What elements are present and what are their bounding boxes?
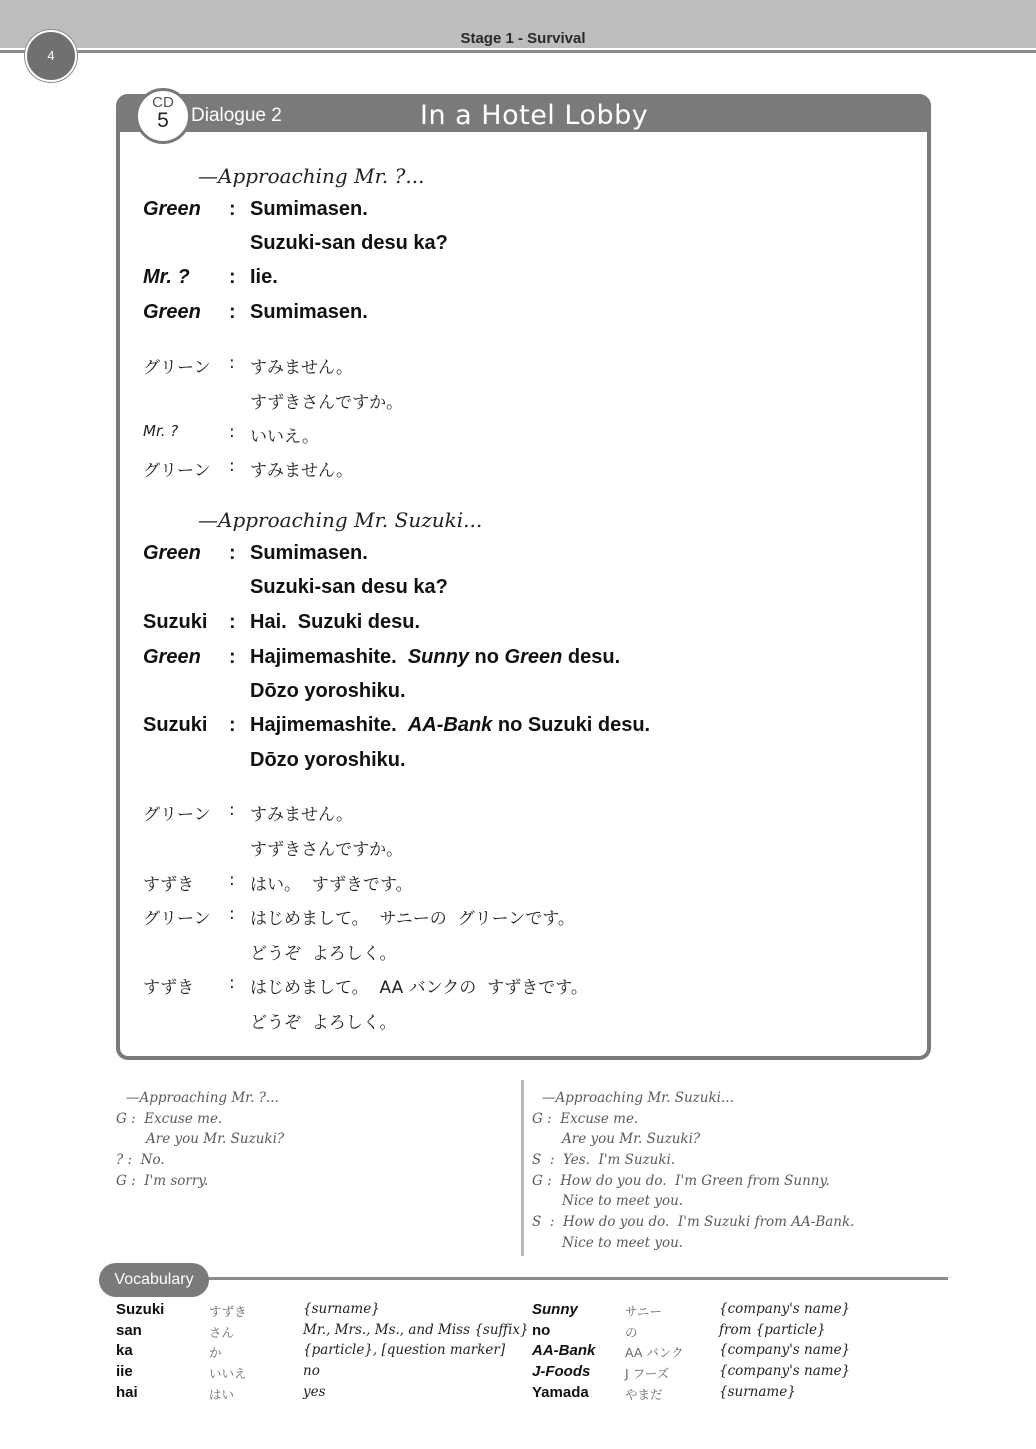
dialogue-line bbox=[0, 232, 1036, 262]
vocab-kana: の bbox=[625, 1325, 638, 1340]
line-text: はい。 すずきです。 bbox=[250, 875, 413, 895]
vocab-meaning: {surname} bbox=[719, 1384, 796, 1400]
kana-line bbox=[0, 800, 1036, 830]
vocab-meaning: {surname} bbox=[303, 1301, 380, 1317]
vocab-word: no bbox=[532, 1322, 551, 1339]
speaker: グリーン bbox=[143, 461, 211, 481]
vocab-meaning: yes bbox=[303, 1384, 326, 1400]
colon: : bbox=[229, 198, 236, 220]
dialogue-line bbox=[0, 611, 1036, 641]
speaker: Suzuki bbox=[143, 611, 208, 633]
line-text: どうぞ よろしく。 bbox=[250, 1013, 397, 1033]
speaker: Green bbox=[143, 542, 201, 564]
speaker: グリーン bbox=[143, 805, 211, 825]
dialogue-line bbox=[0, 198, 1036, 228]
cd-track-badge bbox=[135, 88, 191, 144]
translation-line: S : Yes. I'm Suzuki. bbox=[532, 1152, 676, 1168]
line-text: はじめまして。 AA バンクの すずきです。 bbox=[250, 978, 588, 998]
line-text: はじめまして。 サニーの グリーンです。 bbox=[250, 909, 575, 929]
speaker: Green bbox=[143, 646, 201, 668]
colon: : bbox=[229, 266, 236, 288]
vocab-word: AA-Bank bbox=[532, 1342, 596, 1359]
colon: : bbox=[229, 456, 235, 476]
kana-line bbox=[0, 939, 1036, 969]
translation-divider bbox=[521, 1080, 524, 1256]
line-text: Sumimasen. bbox=[250, 542, 368, 564]
vocab-word: Sunny bbox=[532, 1301, 578, 1318]
dialogue-line bbox=[0, 576, 1036, 606]
vocab-meaning: {company's name} bbox=[719, 1363, 851, 1379]
dialogue-line bbox=[0, 646, 1036, 676]
translation-line: G : Excuse me. bbox=[116, 1111, 223, 1127]
kana-line bbox=[0, 422, 1036, 452]
vocab-meaning: Mr., Mrs., Ms., and Miss {suffix} bbox=[303, 1322, 529, 1338]
vocab-kana: サニー bbox=[625, 1304, 663, 1319]
speaker: すずき bbox=[143, 875, 195, 895]
vocab-kana: か bbox=[209, 1345, 222, 1360]
line-text: Sumimasen. bbox=[250, 198, 368, 220]
translation-line: Nice to meet you. bbox=[532, 1193, 684, 1209]
kana-line bbox=[0, 1008, 1036, 1038]
dialogue-line bbox=[0, 301, 1036, 331]
translation-line: G : I'm sorry. bbox=[116, 1173, 209, 1189]
vocab-meaning: {particle}, [question marker] bbox=[303, 1342, 506, 1358]
translation-line: ? : No. bbox=[116, 1152, 165, 1168]
colon: : bbox=[229, 353, 235, 373]
scene-note: —Approaching Mr. ?... bbox=[198, 164, 425, 188]
colon: : bbox=[229, 800, 235, 820]
vocab-meaning: {company's name} bbox=[719, 1342, 851, 1358]
line-text: すずきさんですか。 bbox=[250, 840, 404, 860]
vocab-kana: やまだ bbox=[625, 1387, 663, 1402]
dialogue-label: Dialogue 2 bbox=[191, 105, 282, 126]
dialogue-line bbox=[0, 680, 1036, 710]
translation-line: —Approaching Mr. ?... bbox=[126, 1090, 279, 1106]
vocab-kana: さん bbox=[209, 1325, 235, 1340]
line-part: Hajimemashite. bbox=[250, 714, 408, 736]
vocab-word: hai bbox=[116, 1384, 138, 1401]
dialogue-line bbox=[0, 542, 1036, 572]
line-text: どうぞ よろしく。 bbox=[250, 944, 397, 964]
line-text: すずきさんですか。 bbox=[250, 393, 404, 413]
dialogue-line bbox=[0, 714, 1036, 744]
scene-note: —Approaching Mr. Suzuki... bbox=[198, 508, 483, 532]
colon: : bbox=[229, 904, 235, 924]
line-text: Hai. Suzuki desu. bbox=[250, 611, 421, 633]
speaker: Green bbox=[143, 198, 201, 220]
vocab-kana: J フーズ bbox=[625, 1366, 670, 1381]
line-text bbox=[250, 646, 620, 669]
vocab-word: ka bbox=[116, 1342, 133, 1359]
line-text: すみません。 bbox=[250, 461, 354, 481]
colon: : bbox=[229, 542, 236, 564]
vocabulary-rule bbox=[205, 1277, 948, 1280]
translation-line: Are you Mr. Suzuki? bbox=[532, 1131, 701, 1147]
line-part: no bbox=[468, 646, 505, 668]
kana-line bbox=[0, 456, 1036, 486]
person-name: Green bbox=[504, 646, 563, 668]
line-text: Sumimasen. bbox=[250, 301, 368, 323]
colon: : bbox=[229, 973, 235, 993]
speaker: グリーン bbox=[143, 909, 211, 929]
line-text: Iie. bbox=[250, 266, 278, 288]
vocab-meaning: from {particle} bbox=[719, 1322, 826, 1338]
kana-line bbox=[0, 835, 1036, 865]
vocab-kana: AA バンク bbox=[625, 1345, 684, 1360]
speaker: Suzuki bbox=[143, 714, 208, 736]
colon: : bbox=[229, 714, 236, 736]
line-text: Dōzo yoroshiku. bbox=[250, 680, 406, 702]
line-part: desu. bbox=[562, 646, 621, 668]
page-number: 4 bbox=[25, 30, 77, 82]
translation-line: Nice to meet you. bbox=[532, 1235, 684, 1251]
translation-line: Are you Mr. Suzuki? bbox=[116, 1131, 285, 1147]
line-text: Suzuki-san desu ka? bbox=[250, 576, 448, 598]
vocab-word: J-Foods bbox=[532, 1363, 591, 1380]
colon: : bbox=[229, 422, 235, 442]
kana-line bbox=[0, 973, 1036, 1003]
stage-title: Stage 1 - Survival bbox=[460, 30, 586, 47]
vocab-kana: はい bbox=[209, 1387, 235, 1402]
translation-line: G : How do you do. I'm Green from Sunny. bbox=[532, 1173, 830, 1189]
line-text: いいえ。 bbox=[250, 427, 320, 447]
kana-line bbox=[0, 353, 1036, 383]
header-rule bbox=[0, 50, 1036, 53]
kana-line bbox=[0, 870, 1036, 900]
speaker: Mr. ? bbox=[143, 266, 190, 288]
vocab-meaning: {company's name} bbox=[719, 1301, 851, 1317]
vocab-word: iie bbox=[116, 1363, 133, 1380]
cd-label: CD bbox=[152, 94, 174, 111]
company-name: AA-Bank bbox=[407, 714, 493, 736]
line-part: Hajimemashite. bbox=[250, 646, 408, 668]
vocab-meaning: no bbox=[303, 1363, 320, 1379]
colon: : bbox=[229, 611, 236, 633]
vocab-word: Suzuki bbox=[116, 1301, 165, 1318]
vocabulary-label: Vocabulary bbox=[99, 1263, 209, 1297]
line-text: Dōzo yoroshiku. bbox=[250, 749, 406, 771]
line-part: no Suzuki desu. bbox=[492, 714, 651, 736]
vocab-word: san bbox=[116, 1322, 142, 1339]
line-text: すみません。 bbox=[250, 358, 354, 378]
line-text: すみません。 bbox=[250, 805, 354, 825]
cd-track-number: 5 bbox=[157, 109, 169, 132]
speaker: Green bbox=[143, 301, 201, 323]
company-name: Sunny bbox=[407, 646, 469, 668]
kana-line bbox=[0, 904, 1036, 934]
kana-line bbox=[0, 388, 1036, 418]
speaker: すずき bbox=[143, 978, 195, 998]
line-text: Suzuki-san desu ka? bbox=[250, 232, 448, 254]
colon: : bbox=[229, 646, 236, 668]
dialogue-line bbox=[0, 749, 1036, 779]
line-text bbox=[250, 714, 650, 737]
translation-line: G : Excuse me. bbox=[532, 1111, 639, 1127]
vocab-kana: すずき bbox=[209, 1304, 247, 1319]
colon: : bbox=[229, 870, 235, 890]
vocab-word: Yamada bbox=[532, 1384, 589, 1401]
translation-line: —Approaching Mr. Suzuki... bbox=[542, 1090, 734, 1106]
dialogue-line bbox=[0, 266, 1036, 296]
speaker: Mr. ? bbox=[143, 422, 179, 440]
colon: : bbox=[229, 301, 236, 323]
vocab-kana: いいえ bbox=[209, 1366, 247, 1381]
translation-line: S : How do you do. I'm Suzuki from AA-Bank. bbox=[532, 1214, 855, 1230]
speaker: グリーン bbox=[143, 358, 211, 378]
dialogue-title: In a Hotel Lobby bbox=[420, 100, 649, 131]
